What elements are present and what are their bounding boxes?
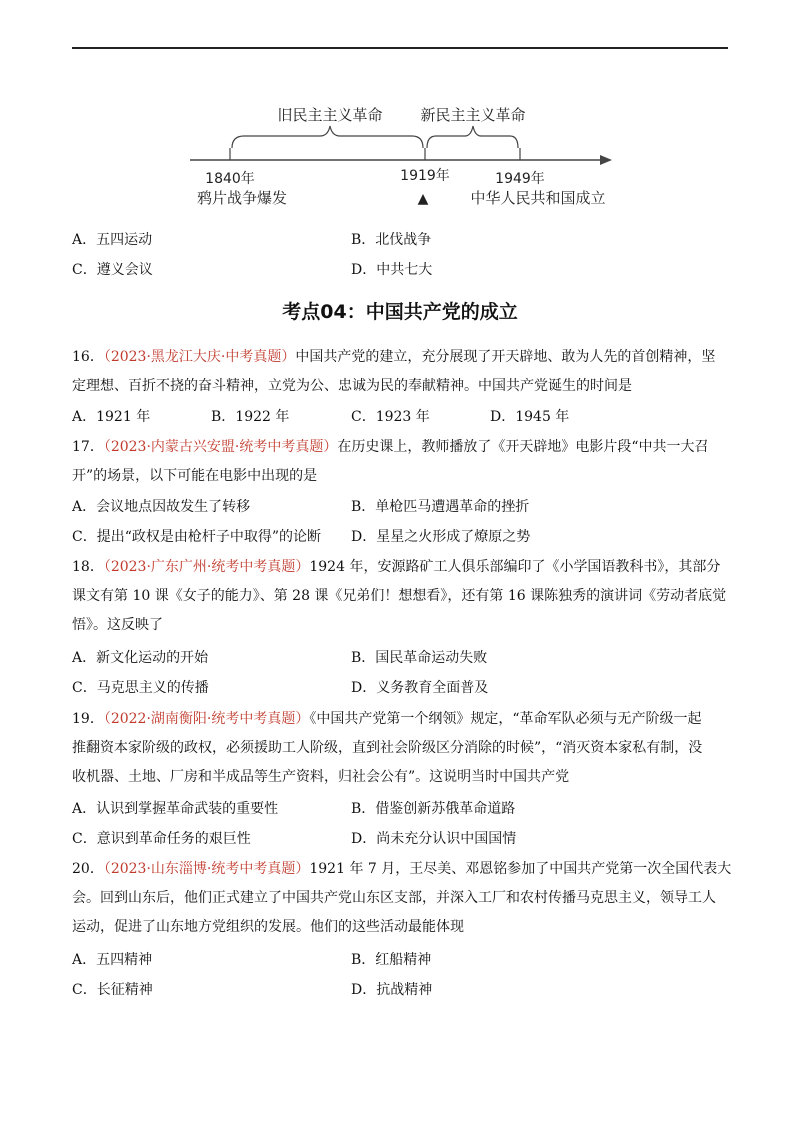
q20-source: （2023·山东淄博·统考中考真题） bbox=[103, 861, 310, 877]
q19-source: （2022·湖南衡阳·统考中考真题） bbox=[103, 711, 310, 727]
q19-option-a: A．认识到掌握革命武装的重要性 bbox=[72, 801, 279, 817]
q18-number: 18． bbox=[72, 559, 104, 575]
year-1919: 1919年 bbox=[400, 168, 450, 184]
q15-option-c: C．遵义会议 bbox=[72, 262, 153, 278]
q16-option-d: D．1945 年 bbox=[490, 409, 570, 425]
q20-option-b: B．红船精神 bbox=[351, 952, 432, 968]
q16-stem-1: 中国共产党的建立，充分展现了开天辟地、敢为人先的首创精神，坚 bbox=[295, 349, 716, 365]
q20-stem-2: 会。回到山东后，他们正式建立了中国共产党山东区支部，并深入工厂和农村传播马克思主义，领导工人 bbox=[72, 890, 716, 906]
timeline-figure bbox=[180, 98, 620, 213]
q18-option-a: A．新文化运动的开始 bbox=[72, 650, 209, 666]
q19-option-b: B．借鉴创新苏俄革命道路 bbox=[351, 801, 516, 817]
q15-option-b: B．北伐战争 bbox=[351, 232, 432, 248]
q16-stem bbox=[72, 343, 732, 401]
timeline-arrow-icon bbox=[600, 155, 612, 165]
q19-stem bbox=[72, 705, 732, 792]
q17-stem-1: 在历史课上，教师播放了《开天辟地》电影片段“中共一大召 bbox=[337, 439, 709, 455]
q17-stem bbox=[72, 433, 732, 491]
q20-option-d: D．抗战精神 bbox=[351, 982, 433, 998]
year-1840: 1840年 bbox=[205, 171, 255, 187]
brace-old-revolution bbox=[232, 126, 423, 148]
q18-option-c: C．马克思主义的传播 bbox=[72, 680, 209, 696]
q17-option-c: C．提出“政权是由枪杆子中取得”的论断 bbox=[72, 529, 322, 545]
q16-source: （2023·黑龙江大庆·中考真题） bbox=[103, 349, 296, 365]
q16-option-a: A．1921 年 bbox=[72, 409, 151, 425]
q16-option-b: B．1922 年 bbox=[211, 409, 290, 425]
q19-stem-3: 收机器、土地、厂房和半成品等生产资料，归社会公有”。这说明当时中国共产党 bbox=[72, 769, 570, 785]
q18-source: （2023·广东广州·统考中考真题） bbox=[103, 559, 310, 575]
q16-stem-2: 定理想、百折不挠的奋斗精神，立党为公、忠诚为民的奉献精神。中国共产党诞生的时间是 bbox=[72, 378, 632, 394]
q17-stem-2: 开”的场景，以下可能在电影中出现的是 bbox=[72, 468, 318, 484]
q15-option-d: D．中共七大 bbox=[351, 262, 433, 278]
q18-stem bbox=[72, 553, 732, 640]
q18-stem-3: 悟》。这反映了 bbox=[72, 617, 163, 633]
q19-stem-1: 《中国共产党第一个纲领》规定，“革命军队必须与无产阶级一起 bbox=[309, 711, 702, 727]
q15-option-a: A．五四运动 bbox=[72, 232, 153, 248]
header-rule bbox=[72, 47, 728, 49]
q18-option-b: B．国民革命运动失败 bbox=[351, 650, 488, 666]
q17-option-a: A．会议地点因故发生了转移 bbox=[72, 499, 251, 515]
event-1949: 中华人民共和国成立 bbox=[470, 189, 606, 207]
q18-stem-1: 1924 年，安源路矿工人俱乐部编印了《小学国语教科书》，其部分 bbox=[309, 559, 721, 575]
label-old-revolution: 旧民主主义革命 bbox=[277, 106, 383, 124]
q20-stem-1: 1921 年 7 月，王尽美、邓恩铭参加了中国共产党第一次全国代表大 bbox=[309, 861, 732, 877]
q17-source: （2023·内蒙古兴安盟·统考中考真题） bbox=[103, 439, 338, 455]
event-1840: 鸦片战争爆发 bbox=[196, 189, 288, 207]
marker-1919-icon: ▲ bbox=[417, 191, 429, 207]
q17-option-d: D．星星之火形成了燎原之势 bbox=[351, 529, 531, 545]
brace-new-revolution bbox=[427, 126, 518, 148]
label-new-revolution: 新民主主义革命 bbox=[420, 106, 526, 124]
q20-option-a: A．五四精神 bbox=[72, 952, 153, 968]
q19-number: 19． bbox=[72, 711, 104, 727]
q18-option-d: D．义务教育全面普及 bbox=[351, 680, 489, 696]
q16-option-c: C．1923 年 bbox=[351, 409, 430, 425]
year-1949: 1949年 bbox=[495, 171, 545, 187]
q19-stem-2: 推翻资本家阶级的政权，必须援助工人阶级，直到社会阶级区分消除的时候”，“消灭资本家私有制，没 bbox=[72, 740, 703, 756]
q19-option-c: C．意识到革命任务的艰巨性 bbox=[72, 831, 251, 847]
q18-stem-2: 课文有第 10 课《女子的能力》、第 28 课《兄弟们！想想看》，还有第 16 课陈独秀的演讲词《劳动者底觉 bbox=[72, 588, 727, 604]
q20-option-c: C．长征精神 bbox=[72, 982, 153, 998]
q20-stem-3: 运动，促进了山东地方党组织的发展。他们的这些活动最能体现 bbox=[72, 919, 464, 935]
q19-option-d: D．尚未充分认识中国国情 bbox=[351, 831, 517, 847]
q20-number: 20． bbox=[72, 861, 104, 877]
q17-number: 17． bbox=[72, 439, 104, 455]
q20-stem bbox=[72, 855, 732, 942]
q16-number: 16． bbox=[72, 349, 104, 365]
q17-option-b: B．单枪匹马遭遇革命的挫折 bbox=[351, 499, 530, 515]
section-title: 考点04：中国共产党的成立 bbox=[282, 301, 518, 323]
